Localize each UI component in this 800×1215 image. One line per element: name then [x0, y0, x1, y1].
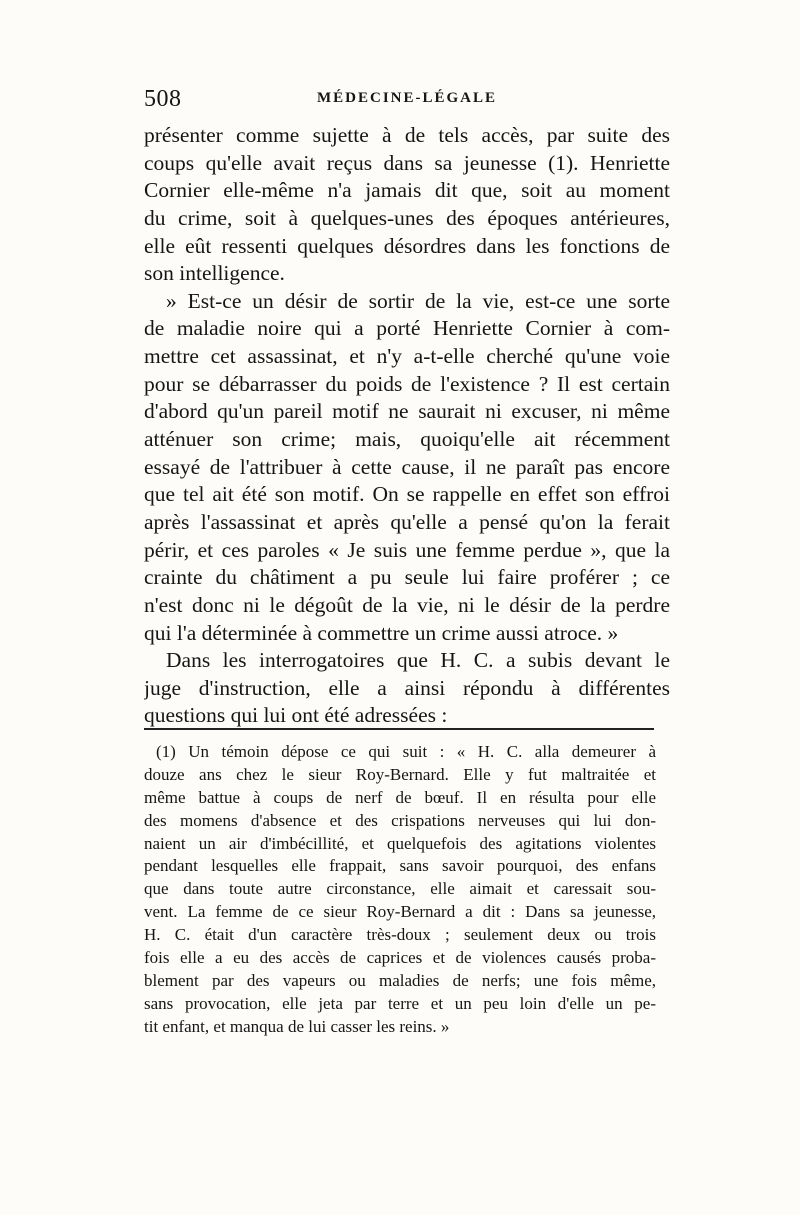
footnote-line: blement par des vapeurs ou maladies de nerfs; une fois même,: [144, 970, 656, 990]
text-line: Dans les interrogatoires que H. C. a subis devant le: [166, 648, 670, 673]
page-header: [144, 86, 670, 116]
footnote-line: naient un air d'imbécillité, et quelquefois des agitations violentes: [144, 833, 656, 853]
text-line: questions qui lui ont été adressées :: [144, 703, 448, 728]
text-line: Cornier elle-même n'a jamais dit que, soit au moment: [144, 178, 670, 203]
text-line: après l'assassinat et après qu'elle a pensé qu'on la ferait: [144, 509, 670, 534]
text-line: mettre cet assassinat, et n'y a-t-elle cherché qu'une voie: [144, 344, 670, 369]
footnote: [144, 741, 656, 1039]
footnote-line: tit enfant, et manqua de lui casser les reins. »: [144, 1016, 450, 1036]
text-line: pour se débarrasser du poids de l'existence ? Il est certain: [144, 371, 670, 396]
footnote-line: douze ans chez le sieur Roy-Bernard. Elle y fut maltraitée et: [144, 764, 656, 784]
text-line: son intelligence.: [144, 261, 285, 286]
footnote-line: que dans toute autre circonstance, elle aimait et caressait sou-: [144, 879, 656, 899]
footnote-line: sans provocation, elle jeta par terre et un peu loin d'elle un pe-: [144, 993, 656, 1013]
text-line: que tel ait été son motif. On se rappelle en effet son effroi: [144, 482, 670, 507]
text-line: périr, et ces paroles « Je suis une femme perdue », que la: [144, 537, 670, 562]
footnote-line: (1) Un témoin dépose ce qui suit : « H. C. alla demeurer à: [156, 742, 656, 761]
footnote-line: même battue à coups de nerf de bœuf. Il en résulta pour elle: [144, 787, 656, 807]
text-line: atténuer son crime; mais, quoiqu'elle ait récemment: [144, 427, 670, 452]
text-line: essayé de l'attribuer à cette cause, il ne paraît pas encore: [144, 454, 670, 479]
main-text: [144, 122, 670, 730]
footnote-line: des momens d'absence et des crispations nerveuses qui lui don-: [144, 810, 656, 830]
footnote-line: H. C. était d'un caractère très-doux ; seulement deux ou trois: [144, 925, 656, 945]
text-line: présenter comme sujette à de tels accès, par suite des: [144, 123, 670, 147]
footnote-line: fois elle a eu des accès de caprices et de violences causés proba-: [144, 948, 656, 968]
text-line: crainte du châtiment a pu seule lui faire proférer ; ce: [144, 565, 670, 590]
text-line: d'abord qu'un pareil motif ne saurait ni excuser, ni même: [144, 399, 670, 424]
footnote-rule: [144, 728, 654, 730]
footnote-line: pendant lesquelles elle frappait, sans savoir pourquoi, des enfans: [144, 856, 656, 876]
text-line: du crime, soit à quelques-unes des époques antérieures,: [144, 205, 670, 230]
text-line: de maladie noire qui a porté Henriette Cornier à com-: [144, 316, 670, 341]
text-line: elle eût ressenti quelques désordres dans les fonctions de: [144, 233, 670, 258]
text-line: juge d'instruction, elle a ainsi répondu à différentes: [144, 675, 670, 700]
text-line: coups qu'elle avait reçus dans sa jeunesse (1). Henriette: [144, 150, 670, 175]
page-number: 508: [144, 86, 182, 112]
text-line: qui l'a déterminée à commettre un crime aussi atroce. »: [144, 620, 619, 645]
text-line: n'est donc ni le dégoût de la vie, ni le désir de la perdre: [144, 592, 670, 617]
running-head: MÉDECINE-LÉGALE: [316, 90, 498, 106]
text-line: » Est-ce un désir de sortir de la vie, est-ce une sorte: [166, 288, 670, 313]
footnote-line: vent. La femme de ce sieur Roy-Bernard a dit : Dans sa jeunesse,: [144, 902, 656, 922]
